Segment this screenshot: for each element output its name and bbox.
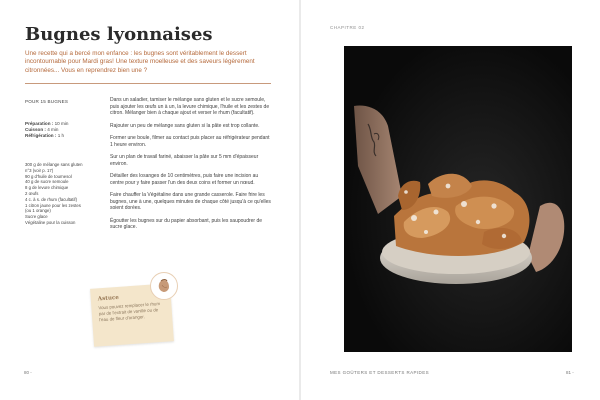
ingredient-item: 1 citron jaune pour les zestes [25, 202, 81, 208]
chill-time-label: Réfrigération : [25, 133, 57, 139]
bugnes-photo [344, 46, 572, 352]
book-gutter [299, 0, 301, 400]
tip-title: Astuce [97, 294, 120, 303]
serves-label: POUR 15 BUGNES [25, 99, 69, 104]
ingredient-item: 8 g de levure chimique [25, 185, 69, 191]
instruction-step: Faire chauffer la Végétaline dans une grande casserole. Faire frire les bugnes, une à une, quelques minutes de chaque côté jusqu'à ce qu'elles soient dorées. [110, 192, 271, 212]
hazelnut-icon [155, 277, 173, 295]
instruction-step: Dans un saladier, tamiser le mélange sans gluten et le sucre semoule, puis ajouter les œufs un à un, la levure chimique, l'huile et les zestes de citron. Mélanger bien à chaque ajout et verser le rhum (facultatif). [110, 97, 270, 117]
cook-time-label: Cuisson : [25, 127, 46, 133]
ingredient-item: Sucre glace [25, 214, 48, 220]
ingredient-item: 90 g d'huile de tournesol [25, 173, 72, 179]
ingredient-item: Végétaline pour la cuisson [25, 219, 76, 225]
cook-time-value: 4 min [47, 127, 59, 133]
chill-time-value: 1 h [57, 133, 65, 139]
ingredient-item: (ou 1 orange) [25, 208, 51, 214]
ingredient-item: 2 œufs [25, 190, 39, 196]
recipe-title: Bugnes lyonnaises [25, 24, 213, 45]
ingredient-item: 300 g de mélange sans gluten [25, 162, 83, 167]
instruction-step: Rajouter un peu de mélange sans gluten si la pâte est trop collante. [110, 122, 260, 129]
recipe-intro: Une recette qui a bercé mon enfance : les bugnes sont véritablement le dessert incontournable pour Mardi gras! Une texture moelleuse et des saveurs légèrement citronnées... Vous en reprendrez bien une ? [25, 50, 255, 74]
instruction-step: Détailler des losanges de 10 centimètres, puis faire une incision au centre pour y faire passer l'un des deux coins et former un nœud. [110, 173, 259, 186]
prep-time-label: Préparation : [25, 121, 54, 126]
chapter-label: CHAPITRE 02 [330, 25, 365, 30]
tip-text: Vous pouvez remplacer le rhum par de l'extrait de vanille ou de l'eau de fleur d'oranger. [98, 301, 161, 323]
ingredient-item: 40 g de sucre semoule [25, 179, 69, 185]
instruction-step: Sur un plan de travail fariné, abaisser la pâte sur 5 mm d'épaisseur environ. [110, 154, 259, 167]
chill-time [25, 133, 68, 139]
timing-block [25, 121, 68, 140]
ingredient-item: 4 c. à s. de rhum (facultatif) [25, 196, 78, 202]
ingredient-item: n°3 (voir p. 17) [25, 167, 54, 173]
instruction-step: Égoutter les bugnes sur du papier absorbant, puis les saupoudrer de sucre glace. [110, 217, 263, 231]
left-page-number: 80 - [24, 370, 32, 375]
instructions [110, 97, 272, 237]
right-page-number: 81 - [566, 370, 574, 375]
instruction-step: Former une boule, filmer au contact puis placer au réfrigérateur pendant 1 heure environ. [110, 135, 270, 148]
tip-icon-badge [150, 272, 178, 300]
running-footer: MES GOÛTERS ET DESSERTS RAPIDES [330, 370, 430, 375]
prep-time-value: 10 min [54, 121, 69, 126]
bugnes-bowl-icon [344, 46, 572, 352]
title-divider [25, 83, 271, 84]
ingredient-list [25, 162, 97, 226]
